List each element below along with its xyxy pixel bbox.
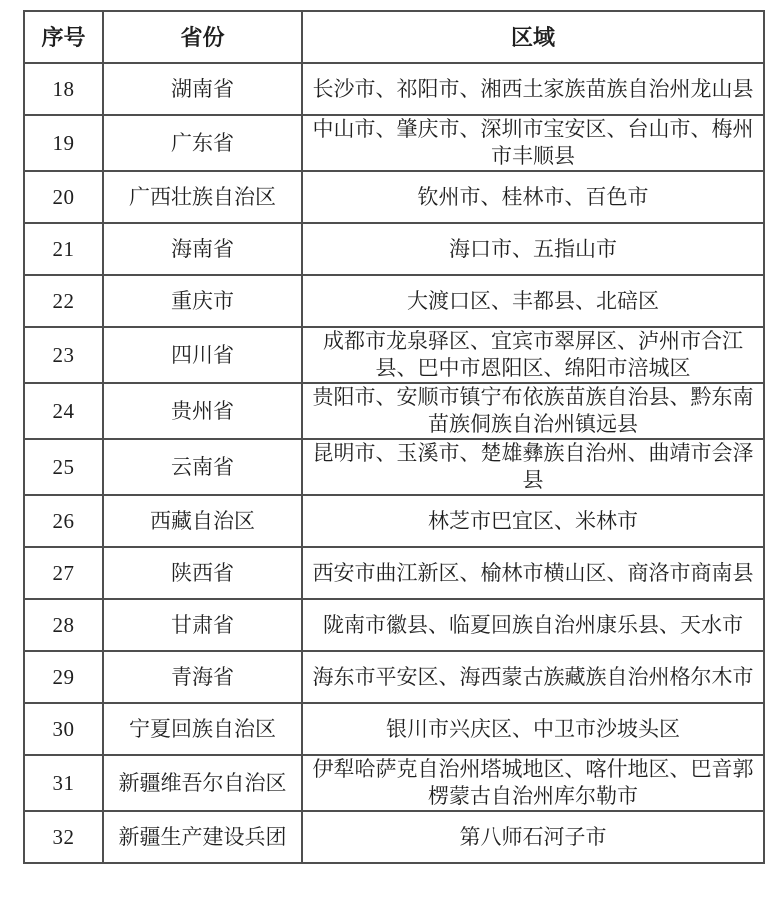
region-cell: 昆明市、玉溪市、楚雄彝族自治州、曲靖市会泽县 — [302, 439, 764, 495]
province-cell: 湖南省 — [103, 63, 302, 115]
region-cell: 长沙市、祁阳市、湘西土家族苗族自治州龙山县 — [302, 63, 764, 115]
header-row — [24, 11, 764, 63]
province-cell: 新疆生产建设兵团 — [103, 811, 302, 863]
row-number-cell: 23 — [24, 327, 103, 383]
table-row — [24, 383, 764, 439]
region-cell: 西安市曲江新区、榆林市横山区、商洛市商南县 — [302, 547, 764, 599]
table-row — [24, 703, 764, 755]
row-number-cell: 31 — [24, 755, 103, 811]
row-number-cell: 25 — [24, 439, 103, 495]
province-region-table-container — [23, 10, 763, 864]
province-region-table — [23, 10, 765, 864]
province-cell: 陕西省 — [103, 547, 302, 599]
province-cell: 广西壮族自治区 — [103, 171, 302, 223]
row-number-cell: 21 — [24, 223, 103, 275]
province-cell: 四川省 — [103, 327, 302, 383]
header-cell-province: 省份 — [103, 11, 302, 63]
row-number-cell: 24 — [24, 383, 103, 439]
province-cell: 甘肃省 — [103, 599, 302, 651]
table-row — [24, 63, 764, 115]
province-cell: 西藏自治区 — [103, 495, 302, 547]
table-row — [24, 327, 764, 383]
region-cell: 大渡口区、丰都县、北碚区 — [302, 275, 764, 327]
table-row — [24, 439, 764, 495]
region-cell: 银川市兴庆区、中卫市沙坡头区 — [302, 703, 764, 755]
table-row — [24, 115, 764, 171]
row-number-cell: 22 — [24, 275, 103, 327]
table-row — [24, 547, 764, 599]
region-cell: 林芝市巴宜区、米林市 — [302, 495, 764, 547]
province-cell: 宁夏回族自治区 — [103, 703, 302, 755]
row-number-cell: 29 — [24, 651, 103, 703]
row-number-cell: 28 — [24, 599, 103, 651]
header-cell-region: 区域 — [302, 11, 764, 63]
province-cell: 重庆市 — [103, 275, 302, 327]
region-cell: 陇南市徽县、临夏回族自治州康乐县、天水市 — [302, 599, 764, 651]
province-cell: 青海省 — [103, 651, 302, 703]
table-row — [24, 495, 764, 547]
table-row — [24, 811, 764, 863]
row-number-cell: 32 — [24, 811, 103, 863]
table-row — [24, 275, 764, 327]
table-header — [24, 11, 764, 63]
header-cell-no: 序号 — [24, 11, 103, 63]
province-cell: 新疆维吾尔自治区 — [103, 755, 302, 811]
province-cell: 贵州省 — [103, 383, 302, 439]
region-cell: 伊犁哈萨克自治州塔城地区、喀什地区、巴音郭楞蒙古自治州库尔勒市 — [302, 755, 764, 811]
table-row — [24, 651, 764, 703]
region-cell: 海东市平安区、海西蒙古族藏族自治州格尔木市 — [302, 651, 764, 703]
table-row — [24, 171, 764, 223]
region-cell: 贵阳市、安顺市镇宁布依族苗族自治县、黔东南苗族侗族自治州镇远县 — [302, 383, 764, 439]
table-body — [24, 63, 764, 863]
table-row — [24, 599, 764, 651]
province-cell: 云南省 — [103, 439, 302, 495]
row-number-cell: 19 — [24, 115, 103, 171]
region-cell: 海口市、五指山市 — [302, 223, 764, 275]
province-cell: 海南省 — [103, 223, 302, 275]
region-cell: 第八师石河子市 — [302, 811, 764, 863]
province-cell: 广东省 — [103, 115, 302, 171]
table-row — [24, 755, 764, 811]
row-number-cell: 27 — [24, 547, 103, 599]
region-cell: 钦州市、桂林市、百色市 — [302, 171, 764, 223]
row-number-cell: 18 — [24, 63, 103, 115]
row-number-cell: 20 — [24, 171, 103, 223]
row-number-cell: 26 — [24, 495, 103, 547]
region-cell: 中山市、肇庆市、深圳市宝安区、台山市、梅州市丰顺县 — [302, 115, 764, 171]
table-row — [24, 223, 764, 275]
row-number-cell: 30 — [24, 703, 103, 755]
region-cell: 成都市龙泉驿区、宜宾市翠屏区、泸州市合江县、巴中市恩阳区、绵阳市涪城区 — [302, 327, 764, 383]
